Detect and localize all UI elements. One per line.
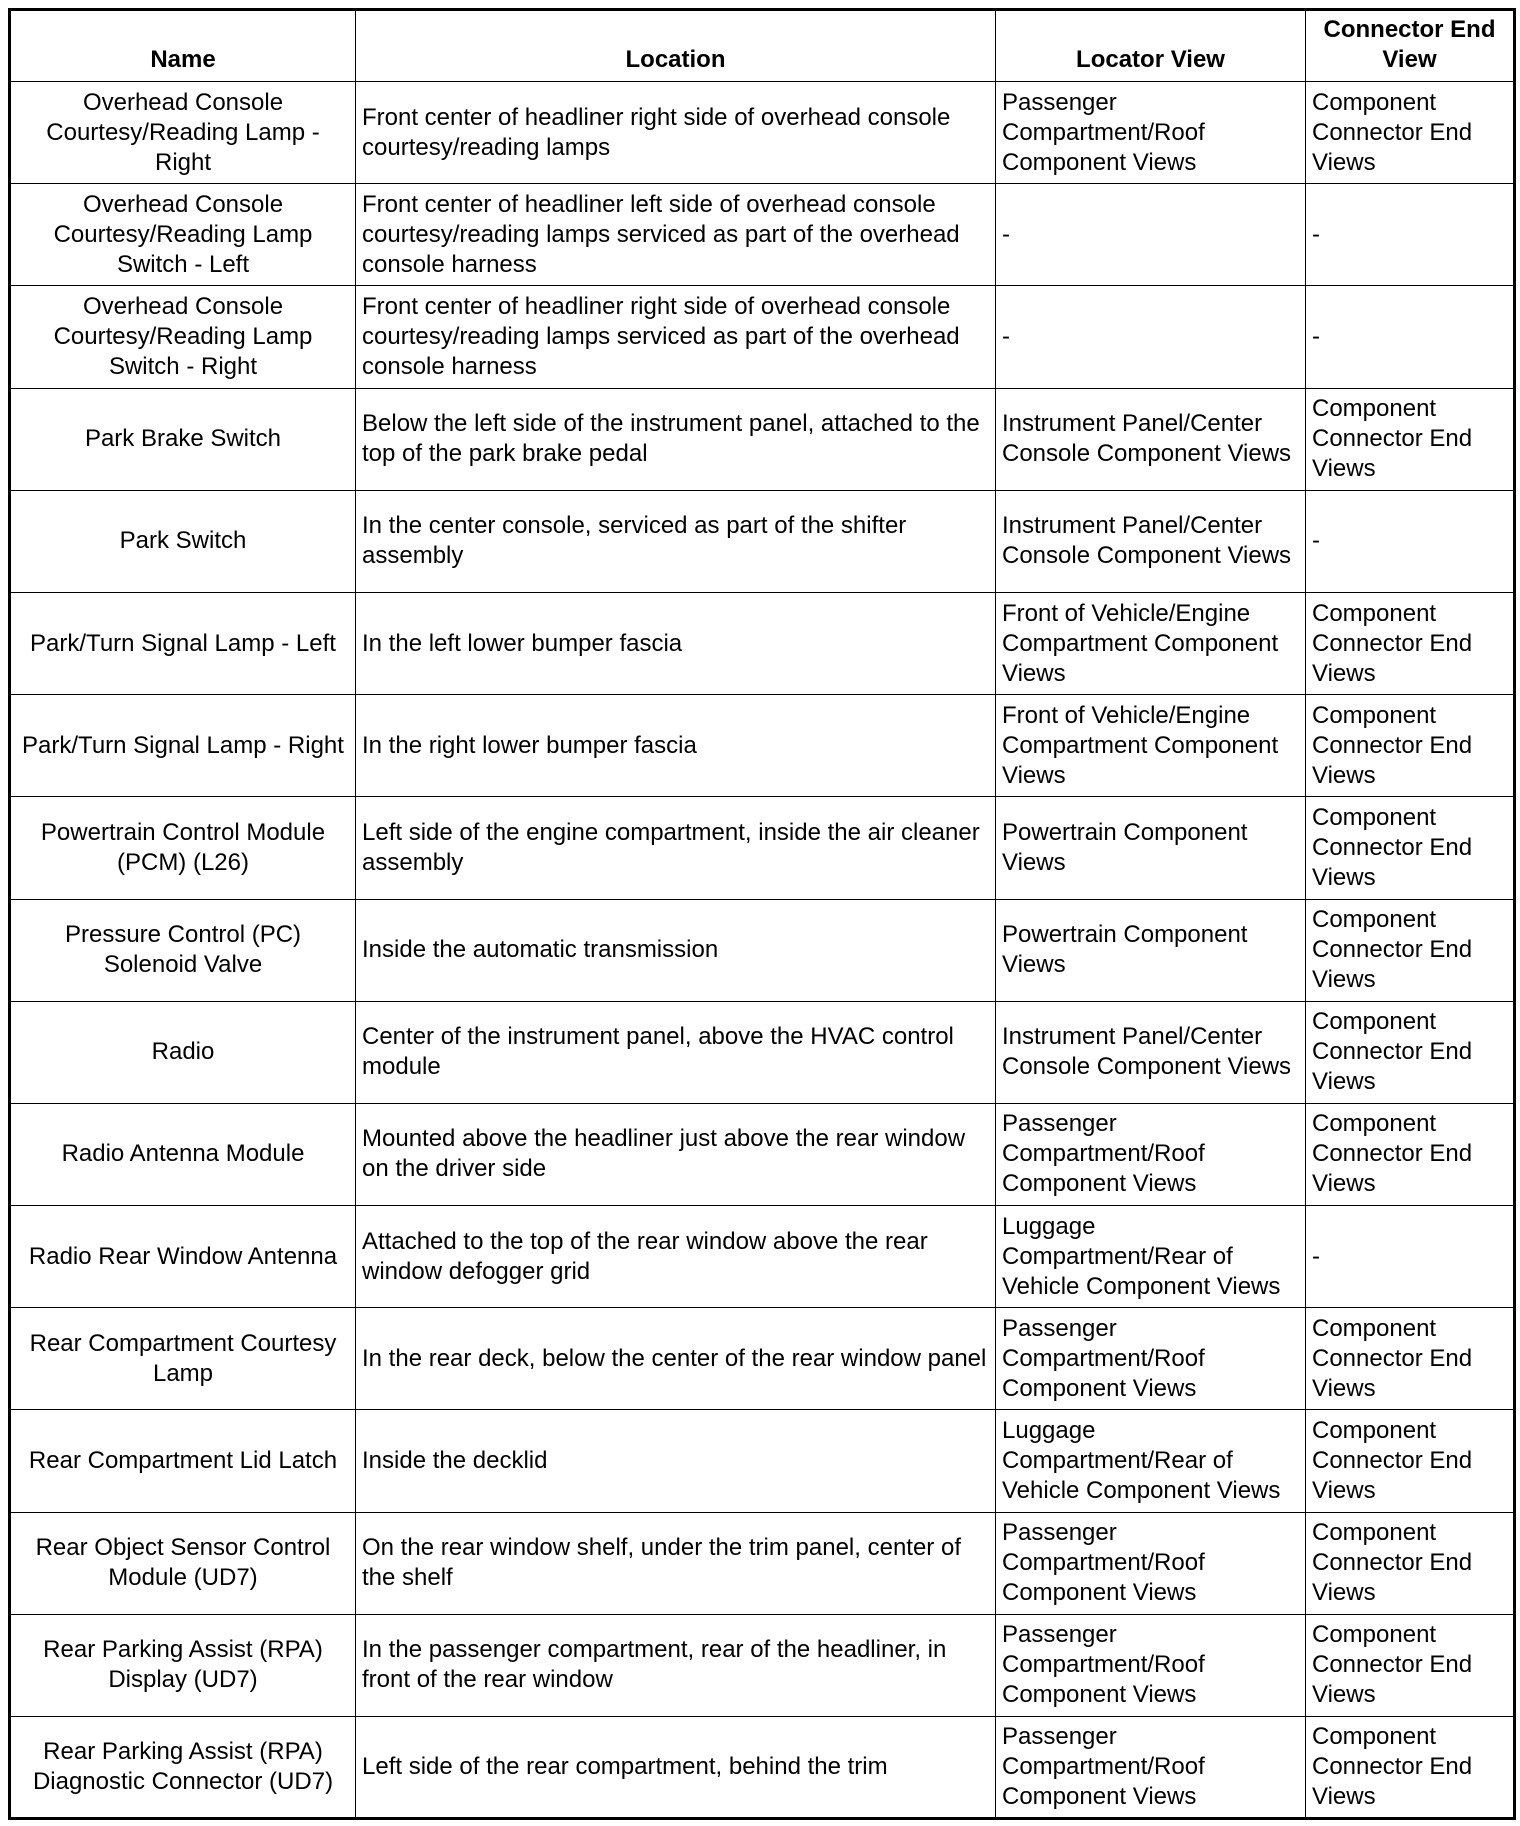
table-body bbox=[10, 82, 1515, 1819]
cell-connector-end-view: Component Connector End Views bbox=[1306, 1001, 1515, 1103]
cell-location: Left side of the engine compartment, inside the air cleaner assembly bbox=[356, 797, 996, 899]
cell-location: On the rear window shelf, under the trim panel, center of the shelf bbox=[356, 1512, 996, 1614]
table-row bbox=[10, 1717, 1515, 1819]
cell-location: Center of the instrument panel, above the HVAC control module bbox=[356, 1001, 996, 1103]
cell-connector-end-view: - bbox=[1306, 490, 1515, 592]
table-row bbox=[10, 1206, 1515, 1308]
cell-name: Park/Turn Signal Lamp - Right bbox=[10, 695, 356, 797]
cell-location: Below the left side of the instrument panel, attached to the top of the park brake pedal bbox=[356, 388, 996, 490]
cell-locator-view: Luggage Compartment/Rear of Vehicle Component Views bbox=[996, 1206, 1306, 1308]
cell-location: Left side of the rear compartment, behind the trim bbox=[356, 1717, 996, 1819]
cell-locator-view: Passenger Compartment/Roof Component Views bbox=[996, 1103, 1306, 1205]
cell-locator-view: Luggage Compartment/Rear of Vehicle Component Views bbox=[996, 1410, 1306, 1512]
table-row bbox=[10, 490, 1515, 592]
table-header-row bbox=[10, 10, 1515, 82]
table-row bbox=[10, 899, 1515, 1001]
cell-name: Powertrain Control Module (PCM) (L26) bbox=[10, 797, 356, 899]
table-row bbox=[10, 797, 1515, 899]
cell-location: In the left lower bumper fascia bbox=[356, 592, 996, 694]
cell-location: In the center console, serviced as part of the shifter assembly bbox=[356, 490, 996, 592]
cell-locator-view: Passenger Compartment/Roof Component Views bbox=[996, 1512, 1306, 1614]
table-row bbox=[10, 388, 1515, 490]
table-row bbox=[10, 695, 1515, 797]
cell-name: Park/Turn Signal Lamp - Left bbox=[10, 592, 356, 694]
cell-locator-view: Instrument Panel/Center Console Component Views bbox=[996, 490, 1306, 592]
cell-locator-view: Instrument Panel/Center Console Component Views bbox=[996, 1001, 1306, 1103]
table-row bbox=[10, 1512, 1515, 1614]
cell-locator-view: Instrument Panel/Center Console Component Views bbox=[996, 388, 1306, 490]
cell-name: Pressure Control (PC) Solenoid Valve bbox=[10, 899, 356, 1001]
table-row bbox=[10, 1614, 1515, 1716]
cell-connector-end-view: - bbox=[1306, 286, 1515, 388]
cell-location: Front center of headliner right side of overhead console courtesy/reading lamps serviced as part of the overhead console harness bbox=[356, 286, 996, 388]
cell-locator-view: Front of Vehicle/Engine Compartment Component Views bbox=[996, 695, 1306, 797]
cell-name: Rear Object Sensor Control Module (UD7) bbox=[10, 1512, 356, 1614]
cell-connector-end-view: Component Connector End Views bbox=[1306, 899, 1515, 1001]
cell-location: Inside the decklid bbox=[356, 1410, 996, 1512]
cell-connector-end-view: Component Connector End Views bbox=[1306, 1410, 1515, 1512]
table-row bbox=[10, 1308, 1515, 1410]
cell-connector-end-view: - bbox=[1306, 184, 1515, 286]
cell-name: Rear Compartment Lid Latch bbox=[10, 1410, 356, 1512]
cell-location: Inside the automatic transmission bbox=[356, 899, 996, 1001]
cell-connector-end-view: Component Connector End Views bbox=[1306, 695, 1515, 797]
cell-locator-view: Passenger Compartment/Roof Component Views bbox=[996, 1308, 1306, 1410]
cell-name: Rear Compartment Courtesy Lamp bbox=[10, 1308, 356, 1410]
cell-location: Front center of headliner left side of overhead console courtesy/reading lamps serviced as part of the overhead console harness bbox=[356, 184, 996, 286]
cell-connector-end-view: - bbox=[1306, 1206, 1515, 1308]
cell-location: In the rear deck, below the center of the rear window panel bbox=[356, 1308, 996, 1410]
cell-name: Radio bbox=[10, 1001, 356, 1103]
cell-locator-view: Powertrain Component Views bbox=[996, 899, 1306, 1001]
header-locator-view: Locator View bbox=[996, 10, 1306, 82]
cell-name: Overhead Console Courtesy/Reading Lamp - Right bbox=[10, 82, 356, 184]
cell-location: Front center of headliner right side of overhead console courtesy/reading lamps bbox=[356, 82, 996, 184]
table-row bbox=[10, 1103, 1515, 1205]
cell-locator-view: Passenger Compartment/Roof Component Views bbox=[996, 1717, 1306, 1819]
cell-name: Radio Antenna Module bbox=[10, 1103, 356, 1205]
cell-name: Rear Parking Assist (RPA) Display (UD7) bbox=[10, 1614, 356, 1716]
cell-location: Attached to the top of the rear window above the rear window defogger grid bbox=[356, 1206, 996, 1308]
table-row bbox=[10, 286, 1515, 388]
cell-connector-end-view: Component Connector End Views bbox=[1306, 1103, 1515, 1205]
cell-name: Overhead Console Courtesy/Reading Lamp Switch - Left bbox=[10, 184, 356, 286]
table-row bbox=[10, 1001, 1515, 1103]
table-row bbox=[10, 184, 1515, 286]
component-locator-table bbox=[8, 8, 1516, 1820]
cell-location: In the passenger compartment, rear of the headliner, in front of the rear window bbox=[356, 1614, 996, 1716]
header-location: Location bbox=[356, 10, 996, 82]
cell-locator-view: Passenger Compartment/Roof Component Views bbox=[996, 82, 1306, 184]
table-row bbox=[10, 1410, 1515, 1512]
cell-location: In the right lower bumper fascia bbox=[356, 695, 996, 797]
cell-name: Overhead Console Courtesy/Reading Lamp Switch - Right bbox=[10, 286, 356, 388]
cell-locator-view: Front of Vehicle/Engine Compartment Component Views bbox=[996, 592, 1306, 694]
cell-connector-end-view: Component Connector End Views bbox=[1306, 1512, 1515, 1614]
header-name: Name bbox=[10, 10, 356, 82]
table-row bbox=[10, 592, 1515, 694]
cell-connector-end-view: Component Connector End Views bbox=[1306, 797, 1515, 899]
cell-name: Rear Parking Assist (RPA) Diagnostic Connector (UD7) bbox=[10, 1717, 356, 1819]
cell-name: Park Brake Switch bbox=[10, 388, 356, 490]
cell-connector-end-view: Component Connector End Views bbox=[1306, 1614, 1515, 1716]
cell-name: Radio Rear Window Antenna bbox=[10, 1206, 356, 1308]
cell-locator-view: - bbox=[996, 286, 1306, 388]
cell-connector-end-view: Component Connector End Views bbox=[1306, 82, 1515, 184]
cell-location: Mounted above the headliner just above the rear window on the driver side bbox=[356, 1103, 996, 1205]
cell-locator-view: Passenger Compartment/Roof Component Views bbox=[996, 1614, 1306, 1716]
cell-connector-end-view: Component Connector End Views bbox=[1306, 388, 1515, 490]
cell-connector-end-view: Component Connector End Views bbox=[1306, 1308, 1515, 1410]
cell-name: Park Switch bbox=[10, 490, 356, 592]
cell-connector-end-view: Component Connector End Views bbox=[1306, 592, 1515, 694]
cell-connector-end-view: Component Connector End Views bbox=[1306, 1717, 1515, 1819]
header-connector-end-view: Connector End View bbox=[1306, 10, 1515, 82]
cell-locator-view: - bbox=[996, 184, 1306, 286]
cell-locator-view: Powertrain Component Views bbox=[996, 797, 1306, 899]
table-row bbox=[10, 82, 1515, 184]
